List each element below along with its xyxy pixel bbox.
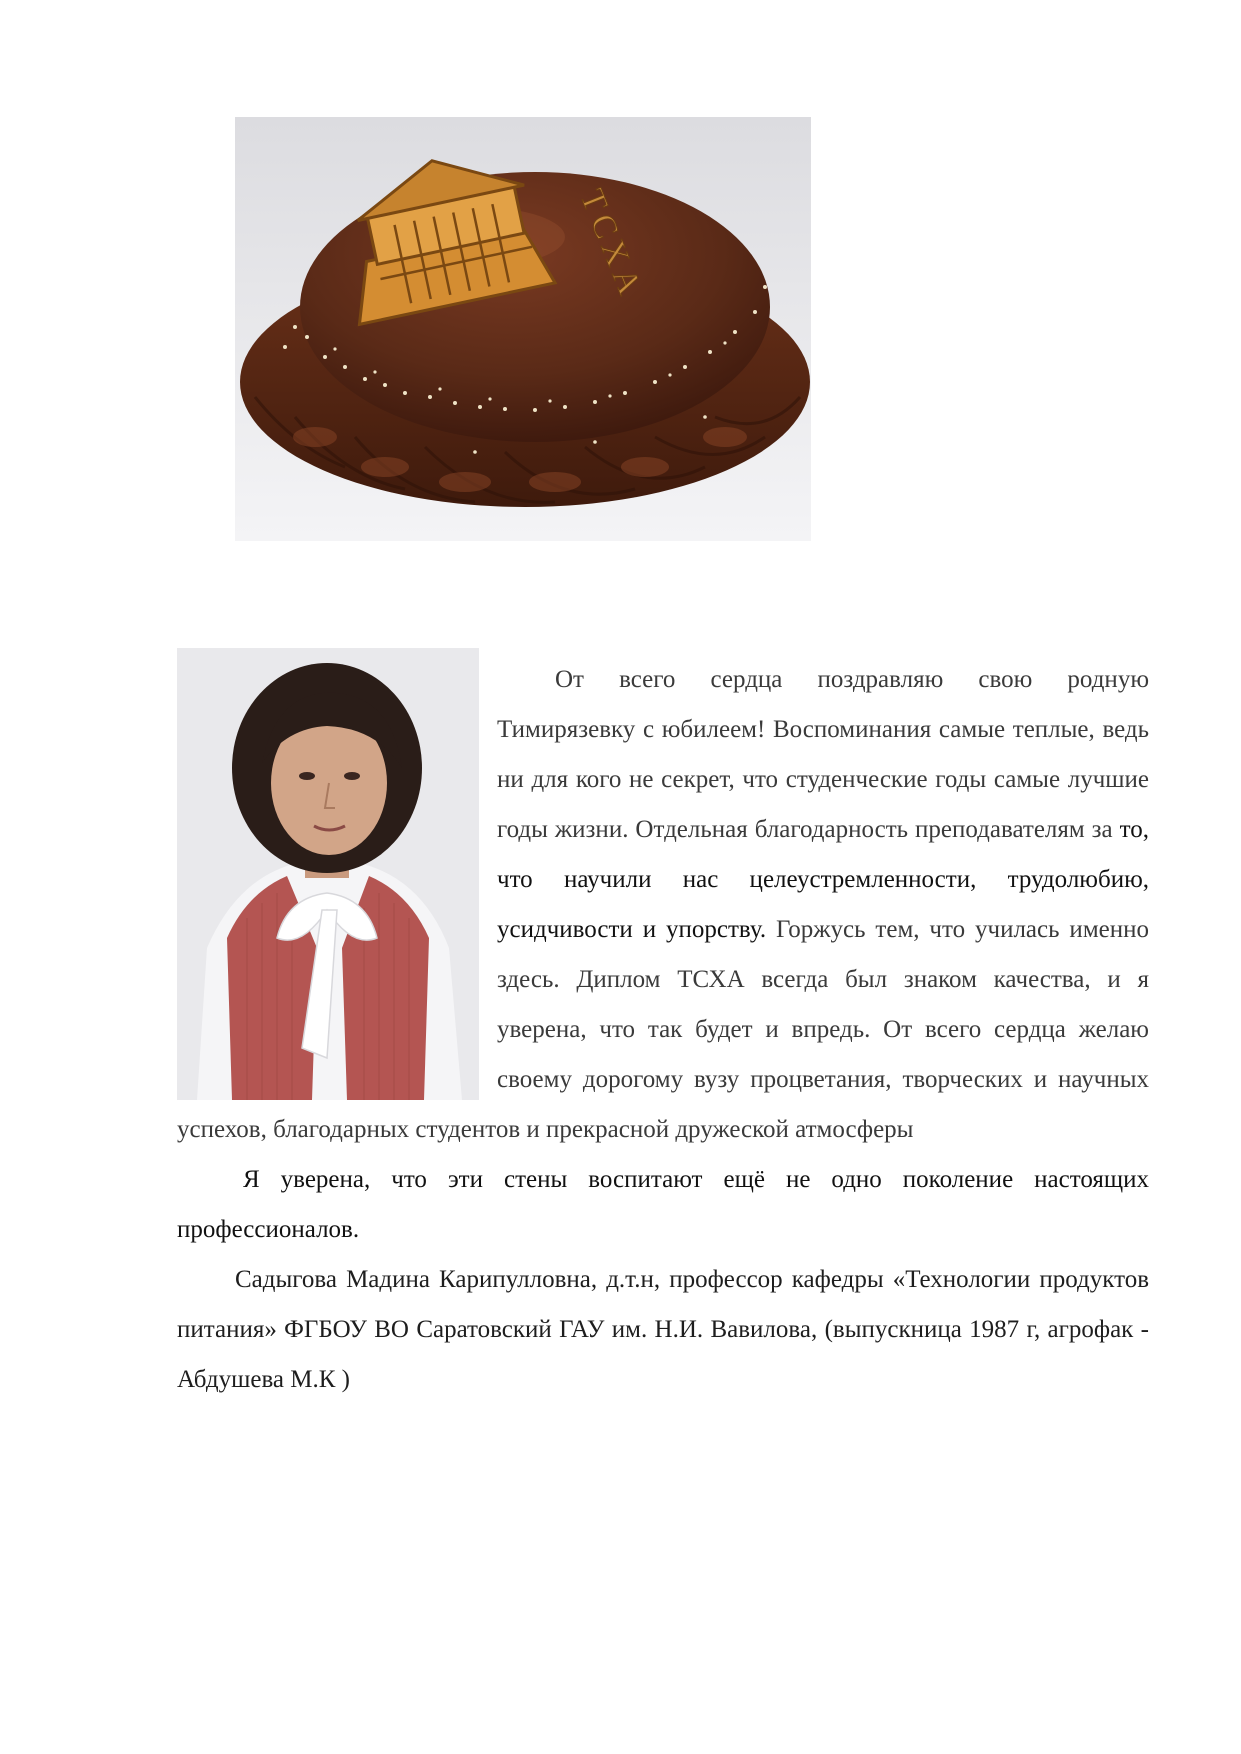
greeting-paragraph-2: Я уверена, что эти стены воспитают ещё не одно поколение настоящих профессионалов. [177, 1166, 1149, 1243]
loaf-photo [235, 117, 811, 541]
greeting-text-part-3: Горжусь тем, что училась именно здесь. Диплом ТСХА всегда был знаком качества, и я уверена, что так будет и впредь. От всего сердца желаю своему дорогому вузу процветания, творческих и научных успехов, благодарных студентов и прекрасной дружеской атмосферы [177, 916, 1149, 1143]
author-signature: Садыгова Мадина Карипулловна, д.т.н, профессор кафедры «Технологии продуктов питания» ФГБОУ ВО Саратовский ГАУ им. Н.И. Вавилова, (выпускница 1987 г, агрофак - Абдушева М.К ) [177, 1266, 1149, 1393]
portrait-spacer [177, 655, 497, 1105]
loaf-lettering: ТСХА [572, 184, 651, 306]
greeting-text [177, 655, 1149, 1405]
greeting-text-part-1: От всего сердца поздравляю свою родную Тимирязевку с юбилеем! Воспоминания самые теплые, ведь ни для кого не секрет, что студенческие годы самые лучшие годы жизни. Отдельная благодарность преподавателям за [497, 666, 1149, 843]
greeting-text-part-2: то, что научили нас целеустремленности, трудолюбию, усидчивости и упорству. [497, 816, 1149, 943]
